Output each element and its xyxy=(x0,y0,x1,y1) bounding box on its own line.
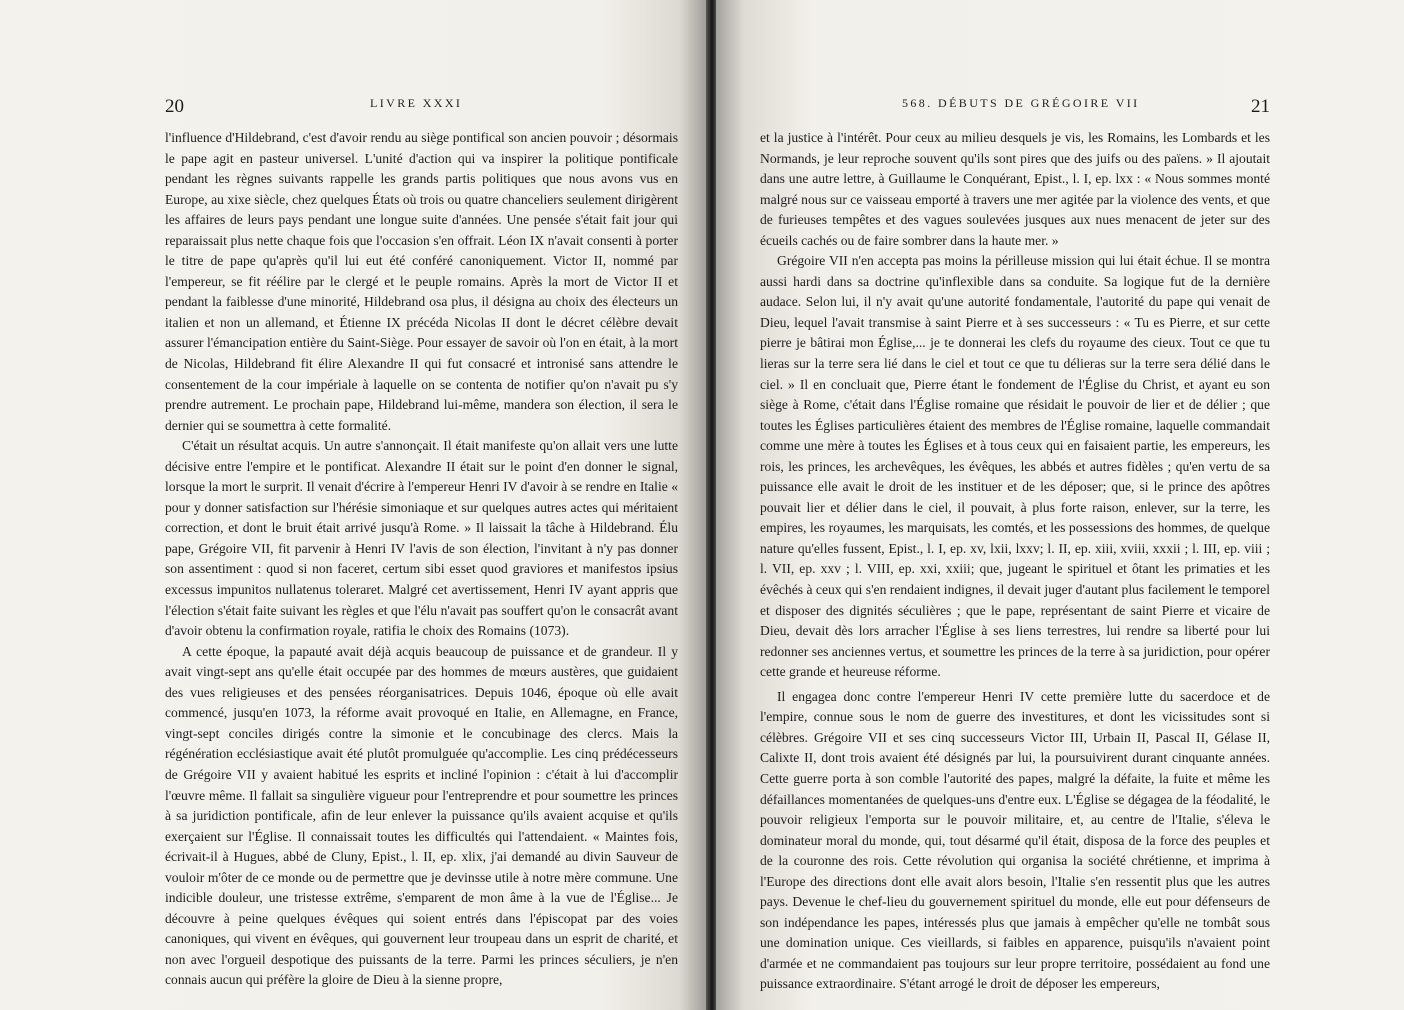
running-head: 568. DÉBUTS DE GRÉGOIRE VII xyxy=(902,96,1140,110)
paragraph: A cette époque, la papauté avait déjà acquis beaucoup de puissance et de grandeur. Il y avait vingt-sept ans qu'elle était occupée par des hommes de mœurs austères, que guidaient des vues religieuses et des pensées réorganisatrices. Depuis 1046, époque où elle avait commencé, jusqu'en 1073, la réforme avait provoqué en Italie, en Allemagne, en France, vingt-sept conciles dirigés contre la simonie et le concubinage des clercs. Mais la régénération ecclésiastique avait été plutôt promulguée qu'accomplie. Les cinq prédécesseurs de Grégoire VII y avaient habitué les esprits et incliné l'opinion : c'était à lui d'accomplir l'œuvre même. Il fallait sa singulière vigueur pour l'entreprendre et pour soumettre les princes à sa juridiction pontificale, afin de leur enlever la puissance qu'ils avaient acquise et qu'ils exerçaient sur l'Église. Il connaissait toutes les difficultés qui l'attendaient. « Maintes fois, écrivait-il à Hugues, abbé de Cluny, Epist., l. II, ep. xlix, j'ai demandé au divin Sauveur de vouloir m'ôter de ce monde ou de permettre que je devinsse utile à notre mère commune. Une indicible douleur, une tristesse extrême, s'emparent de mon âme à la vue de l'Église... Je découvre à peine quelques évêques qui soient entrés dans l'épiscopat par des voies canoniques, qui vivent en évêques, qui gouvernent leur troupeau dans un esprit de charité, et non avec l'orgueil despotique des puissants de la terre. Parmi les princes séculiers, je n'en connais aucun qui préfère la gloire de Dieu à la sienne propre, xyxy=(165,643,678,988)
right-page xyxy=(716,0,1404,1010)
text-column xyxy=(760,128,1270,995)
paragraph: l'influence d'Hildebrand, c'est d'avoir rendu au siège pontifical son ancien pouvoir ; désormais le pape agit en pasteur universel. L'unité d'action qui va inspirer la politique pontificale pendant les règnes suivants rappelle les grands partis politiques que nous avons vus en Europe, au xixe siècle, chez quelques États où trois ou quatre chanceliers seulement dirigèrent les affaires de leurs pays pendant une longue suite d'années. Une pensée s'était fait jour qui reparaissait plus nette chaque fois que l'occasion s'en offrait. Léon IX n'avait consenti à porter le titre de pape qu'après qu'il lui eut été conféré canoniquement. Victor II, nommé par l'empereur, se fit réélire par le clergé et le peuple romains. Après la mort de Victor II et pendant la faiblesse d'une minorité, Hildebrand osa plus, il désigna au choix des électeurs un italien et non un allemand, et Étienne IX précéda Nicolas II dont le décret célèbre devait assurer l'émancipation entière du Saint-Siège. Pour essayer de savoir où l'on en était, à la mort de Nicolas, Hildebrand fit élire Alexandre II qui fut consacré et intronisé sans attendre le consentement de la cour impériale à laquelle on se contenta de notifier qu'on n'avait pu s'y prendre autrement. Le prochain pape, Hildebrand lui-même, mandera son élection, il sera le dernier qui se soumettra à cette formalité. xyxy=(165,130,678,433)
page-number: 20 xyxy=(165,96,184,117)
text-column xyxy=(165,128,678,991)
paragraph: Il engagea donc contre l'empereur Henri IV cette première lutte du sacerdoce et de l'empire, connue sous le nom de guerre des investitures, et dont les vicissitudes sont si célèbres. Grégoire VII et ses cinq successeurs Victor III, Urbain II, Pascal II, Gélase II, Calixte II, dont trois avaient été désignés par lui, la poursuivirent durant cinquante années. Cette guerre porta à son comble l'autorité des papes, malgré la défaite, la fuite et même les défaillances momentanées de quelques-uns d'entre eux. L'Église se dégagea de la féodalité, le pouvoir religieux l'emporta sur le pouvoir militaire, et, au centre de l'Italie, s'éleva le dominateur moral du monde, qui, tout désarmé qu'il était, disposa de la force des peuples et de la couronne des rois. Cette révolution qui organisa la société chrétienne, et imprima à l'Europe des directions dont elle avait alors besoin, l'Italie s'en ressentit plus que les autres pays. Devenue le chef-lieu du gouvernement spirituel du monde, elle eut pour défenseurs de son indépendance les papes, intéressés plus que jamais à empêcher qu'elle ne tombât sous une domination unique. Ces vieillards, si faibles en apparence, puisqu'ils n'avaient point d'armée et ne commandaient pas toujours sur leur propre territoire, possédaient au fond une puissance extraordinaire. S'étant arrogé le droit de déposer les empereurs, xyxy=(760,688,1270,992)
paragraph: et la justice à l'intérêt. Pour ceux au milieu desquels je vis, les Romains, les Lombards et les Normands, je leur reproche souvent qu'ils sont pires que des juifs ou des païens. » Il ajoutait dans une autre lettre, à Guillaume le Conquérant, Epist., l. I, ep. lxx : « Nous sommes monté malgré nous sur ce vaisseau emporté à travers une mer agitée par la violence des vents, et que de furieuses tempêtes et des vagues soulevées jusques aux nues menacent de jeter sur des écueils cachés ou de faire sombrer dans la haute mer. » xyxy=(760,130,1270,248)
page-number: 21 xyxy=(1251,96,1270,117)
paragraph: C'était un résultat acquis. Un autre s'annonçait. Il était manifeste qu'on allait vers une lutte décisive entre l'empire et le pontificat. Alexandre II était sur le point d'en donner le signal, lorsque la mort le surprit. Il venait d'écrire à l'empereur Henri IV d'avoir à se rendre en Italie « pour y donner satisfaction sur l'hérésie simoniaque et sur quelques autres actes qui méritaient correction, et dont le bruit était arrivé jusqu'à Rome. » Il laissait la tâche à Hildebrand. Élu pape, Grégoire VII, fit parvenir à Henri IV l'avis de son élection, l'invitant à n'y pas donner son assentiment : quod si non faceret, certum sibi esset quod graviores et manifestos ipsius excessus impunitos nullatenus toleraret. Malgré cet avertissement, Henri IV ayant appris que l'élection s'était faite suivant les règles et que l'élu n'avait pas souffert qu'on le consacrât avant d'avoir obtenu la confirmation royale, ratifia le choix des Romains (1073). xyxy=(165,438,678,639)
paragraph: Grégoire VII n'en accepta pas moins la périlleuse mission qui lui était échue. Il se montra aussi hardi dans sa doctrine qu'inflexible dans sa conduite. Sa logique fut de la dernière audace. Selon lui, il n'y avait qu'une autorité fondamentale, l'autorité du pape qui venait de Dieu, lequel l'avait transmise à saint Pierre et à ses successeurs : « Tu es Pierre, et sur cette pierre je bâtirai mon Église,... je te donnerai les clefs du royaume des cieux. Tout ce que tu lieras sur la terre sera lié dans le ciel et tout ce que tu délieras sur la terre sera délié dans le ciel. » Il en concluait que, Pierre étant le fondement de l'Église du Christ, et ayant eu son siège à Rome, c'était dans l'Église romaine que résidait le pouvoir de lier et de délier ; que toutes les Églises particulières étaient des membres de l'Église romaine, laquelle commandait comme une mère à toutes les Églises et à tous ceux qui en faisaient partie, les empereurs, les rois, les princes, les archevêques, les évêques, les abbés et autres fidèles ; qu'en vertu de sa puissance elle avait le droit de les instituer et de les déposer; que, si le prince des apôtres pouvait lier et délier dans le ciel, il pouvait, à plus forte raison, enlever, sur la terre, les empires, les royaumes, les marquisats, les comtés, et les possessions des hommes, de quelque nature qu'elles fussent, Epist., l. I, ep. xv, lxii, lxxv; l. II, ep. xiii, xviii, xxxii ; l. III, ep. viii ; l. VII, ep. xxv ; l. VIII, ep. xxi, xxiii; que, jugeant le spirituel et ôtant les primaties et les évêchés à ceux qui s'en rendaient indignes, il devait juger d'autant plus facilement le temporel et disposer des dignités séculières ; que le pape, représentant de saint Pierre et vicaire de Dieu, devait dès lors arracher l'Église à ses liens terrestres, lui rendre sa liberté pour lui redonner ses anciennes vertus, et soumettre les princes de la terre à sa juridiction, pour opérer cette grande et heureuse réforme. xyxy=(760,253,1270,680)
running-head: LIVRE XXXI xyxy=(370,96,463,110)
